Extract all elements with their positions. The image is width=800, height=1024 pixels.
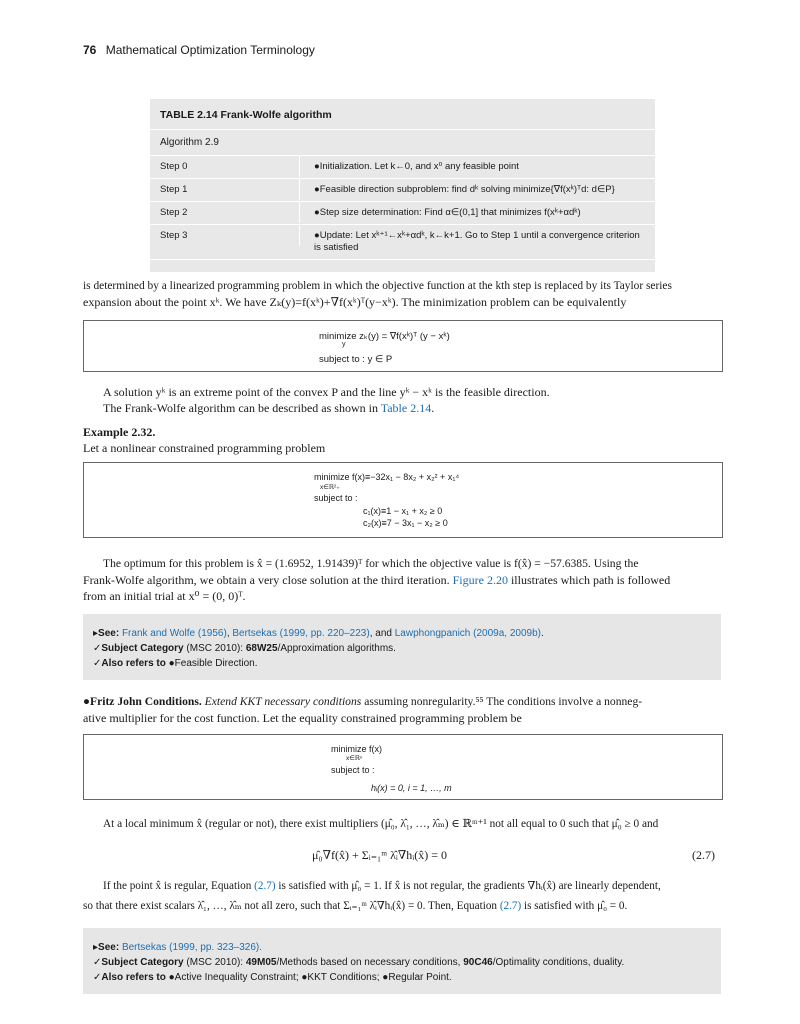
text-line: [83, 878, 723, 894]
equation-link[interactable]: (2.7): [499, 900, 522, 912]
subject-desc: /Optimality conditions, duality.: [492, 957, 625, 968]
text-span: assuming nonregularity.⁵⁵ The conditions involve a nonneg-: [361, 695, 643, 708]
table-title: TABLE 2.14 Frank-Wolfe algorithm: [160, 109, 332, 121]
step-text: ●Initialization. Let k←0, and x⁰ any feasible point: [314, 161, 519, 172]
subject-text: (MSC 2010):: [183, 643, 246, 654]
see-also-box: [83, 614, 721, 680]
text-span: .: [431, 401, 435, 415]
formula-line: subject to : y ∈ P: [319, 354, 393, 365]
subject-code: 49M05: [245, 957, 277, 968]
see-line: ▸See: Frank and Wolfe (1956), Bertsekas (1999, pp. 220–223), and Lawphongpanich (2009a, 2009b).: [93, 628, 544, 639]
entry-title: ●Fritz John Conditions.: [83, 695, 202, 708]
formula-box-equality: [83, 734, 723, 800]
text-line: [103, 400, 723, 416]
reference-link[interactable]: Frank and Wolfe (1956): [121, 628, 227, 639]
running-title: Mathematical Optimization Terminology: [105, 43, 315, 57]
reference-link[interactable]: Bertsekas (1999, pp. 220–223): [232, 628, 370, 639]
subject-code: 90C46: [463, 957, 493, 968]
subject-line: [93, 955, 624, 970]
subject-line: [93, 641, 396, 656]
table-footer: [150, 259, 655, 272]
figure-link[interactable]: Figure 2.20: [452, 573, 508, 587]
paragraph-multipliers: [83, 816, 723, 832]
example-text: Let a nonlinear constrained programming problem: [83, 441, 326, 455]
text-span: The Frank-Wolfe algorithm can be described as shown in: [103, 401, 381, 415]
paragraph-solution: [103, 384, 723, 416]
reference-link[interactable]: Lawphongpanich (2009a, 2009b): [394, 628, 541, 639]
table-link[interactable]: Table 2.14: [380, 401, 432, 415]
page-header: [83, 43, 315, 57]
also-line: [93, 970, 452, 985]
text-span: so that there exist scalars λ̂₁, …, λ̂ₘ not all zero, such that Σᵢ₌₁ᵐ λ̂ᵢ∇hᵢ(x̂) = 0. Then, Equation: [83, 900, 500, 912]
paragraph-fritz-john: [83, 694, 723, 726]
see-label: ▸See:: [93, 628, 120, 639]
see-label: ▸See:: [93, 942, 120, 953]
see-also-box: [83, 928, 721, 994]
text-line: [83, 898, 723, 914]
paragraph-regularity: [83, 878, 723, 914]
algorithm-label: Algorithm 2.9: [150, 129, 655, 155]
subject-text: (MSC 2010):: [183, 957, 246, 968]
subject-label: ✓Subject Category: [93, 957, 184, 968]
step-label: Step 1: [150, 179, 300, 200]
example-block: [83, 424, 723, 456]
formula-line: subject to :: [331, 765, 375, 775]
table-row: [150, 224, 655, 259]
subject-label: ✓Subject Category: [93, 643, 184, 654]
equation-number: (2.7): [692, 848, 715, 862]
step-text: ●Update: Let xᵏ⁺¹←xᵏ+αdᵏ, k←k+1. Go to Step 1 until a convergence criterion is satisfied: [314, 230, 640, 253]
step-label: Step 3: [150, 225, 300, 246]
reference-link[interactable]: Bertsekas (1999, pp. 323–326).: [121, 942, 263, 953]
step-text: ●Feasible direction subproblem: find dᵏ solving minimize{∇f(xᵏ)ᵀd: d∈P}: [314, 184, 615, 195]
formula-box-linearized: [83, 320, 723, 372]
text-line: [83, 694, 723, 710]
step-text: ●Step size determination: Find α∈(0,1] that minimizes f(xᵏ+αdᵏ): [314, 207, 581, 218]
subject-code: 68W25: [245, 643, 278, 654]
page-number: 76: [83, 43, 97, 57]
formula-line: minimize f(x)≡−32x₁ − 8x₂ + x₂² + x₁⁴: [314, 472, 460, 482]
text-span: Frank-Wolfe algorithm, we obtain a very close solution at the third iteration.: [83, 573, 453, 587]
text-span: If the point x̂ is regular, Equation: [103, 880, 255, 892]
formula-subscript: x∈ℝ²₊: [320, 484, 340, 491]
step-label: Step 0: [150, 156, 300, 177]
text-line: is determined by a linearized programming problem in which the objective function at the kth step is replaced by its Taylor series: [83, 280, 672, 292]
formula-line: minimize f(x): [331, 744, 382, 754]
example-heading: Example 2.32.: [83, 425, 156, 439]
also-text: ●Feasible Direction.: [165, 658, 258, 669]
formula-subscript: x∈ℝⁿ: [346, 755, 363, 762]
equation-link[interactable]: (2.7): [254, 880, 276, 892]
text-line: from an initial trial at x⁰ = (0, 0)ᵀ.: [83, 589, 246, 603]
table-row: [150, 155, 655, 178]
equation: μ̂₀∇f(x̂) + Σᵢ₌₁ᵐ λ̂ᵢ∇hᵢ(x̂) = 0: [312, 848, 447, 862]
paragraph-optimum: [83, 556, 723, 604]
algorithm-table: [150, 99, 655, 272]
formula-subscript: y: [342, 341, 346, 348]
table-row: [150, 178, 655, 201]
subject-desc: /Approximation algorithms.: [277, 643, 396, 654]
text-line: At a local minimum x̂ (regular or not), there exist multipliers (μ̂₀, λ̂₁, …, λ̂ₘ) ∈ ℝᵐ⁺¹ not all equal to 0 such that μ̂₀ ≥ 0 and: [103, 818, 659, 830]
also-line: [93, 656, 257, 671]
also-text: ●Active Inequality Constraint; ●KKT Conditions; ●Regular Point.: [165, 972, 452, 983]
text-span: is satisfied with μ̂₀ = 1. If x̂ is not regular, the gradients ∇hᵢ(x̂) are linearly dependent,: [275, 880, 661, 892]
text-line: ative multiplier for the cost function. Let the equality constrained programming problem be: [83, 711, 522, 725]
paragraph-taylor: [83, 278, 723, 310]
text-line: The optimum for this problem is x̂ = (1.6952, 1.91439)ᵀ for which the objective value is f(x̂) = −57.6385. Using the: [103, 557, 639, 570]
formula-line: c₂(x)≡7 − 3x₁ − x₂ ≥ 0: [363, 518, 448, 528]
text-span: Extend KKT necessary conditions: [201, 695, 362, 708]
formula-line: subject to :: [314, 493, 358, 503]
text-line: A solution yᵏ is an extreme point of the convex P and the line yᵏ − xᵏ is the feasible direction.: [103, 385, 550, 399]
subject-desc: /Methods based on necessary conditions,: [276, 957, 464, 968]
text-span: illustrates which path is followed: [507, 573, 671, 587]
formula-line: minimize zₖ(y) = ∇f(xᵏ)ᵀ (y − xᵏ): [319, 331, 450, 342]
step-label: Step 2: [150, 202, 300, 223]
table-row: [150, 201, 655, 224]
text-line: expansion about the point xᵏ. We have Zₖ(y)=f(xᵏ)+∇f(xᵏ)ᵀ(y−xᵏ). The minimization problem can be equivalently: [83, 295, 627, 309]
formula-line: c₁(x)≡1 − x₁ + x₂ ≥ 0: [363, 506, 443, 516]
also-label: ✓Also refers to: [93, 658, 166, 669]
formula-line: hᵢ(x) = 0, i = 1, …, m: [371, 783, 452, 793]
also-label: ✓Also refers to: [93, 972, 166, 983]
see-line: [93, 940, 262, 955]
text-span: is satisfied with μ̂₀ = 0.: [521, 900, 628, 912]
text-line: [83, 572, 723, 588]
formula-box-example: [83, 462, 723, 538]
